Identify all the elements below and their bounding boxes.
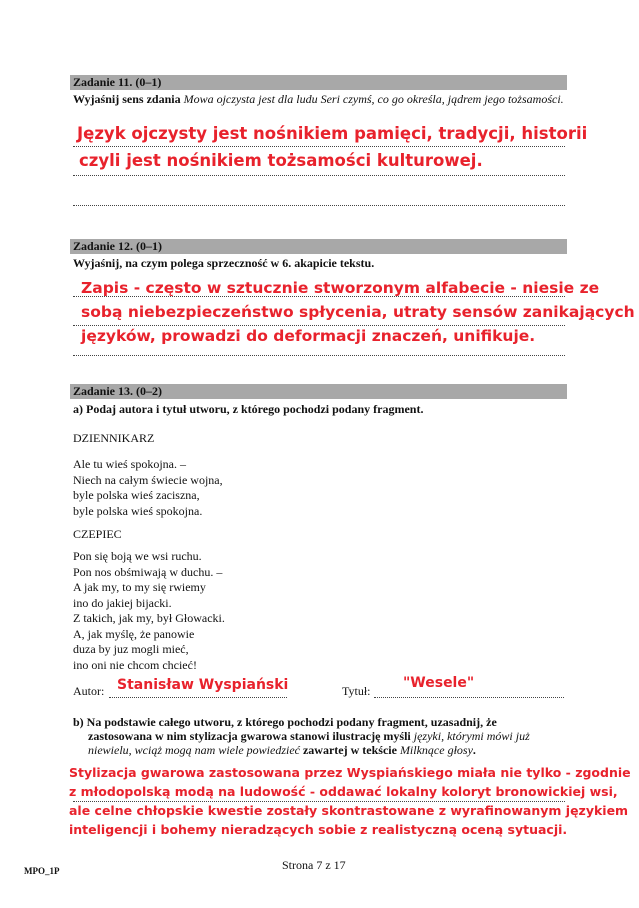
answer-line-dots <box>73 801 565 802</box>
task-12-answer-line-2: sobą niebezpieczeństwo spłycenia, utraty sensów zanikających <box>81 303 635 321</box>
speaker-dziennikarz: DZIENNIKARZ <box>73 431 155 445</box>
answer-line-dots <box>73 205 565 206</box>
poem-line: Pon nos obśmiwają w duchu. – <box>73 564 223 579</box>
poem-stanza-2 <box>73 549 225 673</box>
author-dots <box>109 697 287 698</box>
poem-line: byle polska wieś zaciszna, <box>73 488 200 502</box>
task-13-answer-b-line-3: ale celne chłopskie kwestie zostały skontrastowane z wyrafinowanym językiem <box>69 803 629 818</box>
answer-line-dots <box>73 325 565 326</box>
task-13-question-b-line-2 <box>88 729 566 744</box>
question-b-text: . <box>472 743 476 757</box>
page-number: Strona 7 z 17 <box>282 858 346 872</box>
task-13-question-b-line-1: b) Na podstawie całego utworu, z którego pochodzi podany fragment, uzasadnij, że <box>73 715 497 729</box>
task-12-answer-line-1: Zapis - często w sztucznie stworzonym alfabecie - niesie ze <box>81 279 600 297</box>
task-11-answer-line-2: czyli jest nośnikiem tożsamości kulturowej. <box>79 151 483 170</box>
question-b-text: zawartej w tekście <box>299 743 400 757</box>
question-b-quote: języki, którymi mówi już <box>413 729 530 743</box>
speaker-czepiec: CZEPIEC <box>73 527 122 541</box>
poem-stanza-1 <box>73 457 223 519</box>
task-11-header: Zadanie 11. (0–1) <box>70 75 567 90</box>
task-13-answer-b-line-4: inteligencji i bohemy nieradzących sobie z realistyczną oceną sytuacji. <box>69 822 568 837</box>
task-11-question-lead: Wyjaśnij sens zdania <box>73 92 184 106</box>
question-b-text: zastosowana w nim stylizacja gwarowa stanowi ilustrację myśli <box>88 729 414 743</box>
task-13-header: Zadanie 13. (0–2) <box>70 384 567 399</box>
task-11-question <box>73 92 566 107</box>
task-13-question-b-line-3 <box>88 743 566 758</box>
poem-line: Ale tu wieś spokojna. – <box>73 457 186 471</box>
poem-line: byle polska wieś spokojna. <box>73 503 203 518</box>
answer-line-dots <box>73 175 565 176</box>
answer-line-dots <box>73 296 565 297</box>
question-b-quote: niewielu, wciąż mogą nam wiele powiedzieć <box>88 743 300 757</box>
poem-line: A jak my, to my się rwiemy <box>73 580 206 594</box>
author-label: Autor: <box>73 684 105 698</box>
title-dots <box>374 697 564 698</box>
task-11-answer-line-1: Język ojczysty jest nośnikiem pamięci, tradycji, historii <box>77 124 588 143</box>
title-answer: "Wesele" <box>403 675 475 691</box>
author-answer: Stanisław Wyspiański <box>117 677 289 693</box>
poem-line: Pon się boją we wsi ruchu. <box>73 549 202 563</box>
poem-line: duza by juz mogli mieć, <box>73 642 189 656</box>
answer-line-dots <box>73 355 565 356</box>
task-12-header: Zadanie 12. (0–1) <box>70 239 567 254</box>
question-b-source: Milknące głosy <box>399 743 473 757</box>
answer-line-dots <box>73 146 565 147</box>
poem-line: ino do jakiej bijacki. <box>73 595 172 610</box>
task-13-answer-b-line-1: Stylizacja gwarowa zastosowana przez Wyspiańskiego miała nie tylko - zgodnie <box>69 765 631 780</box>
task-13-question-a: a) Podaj autora i tytuł utworu, z którego pochodzi podany fragment. <box>73 402 424 416</box>
exam-code: MPO_1P <box>24 866 60 876</box>
poem-line: ino oni nie chcom chcieć! <box>73 657 197 672</box>
poem-line: Z takich, jak my, był Głowacki. <box>73 611 225 625</box>
task-11-question-quote: Mowa ojczysta jest dla ludu Seri czymś, co go określa, jądrem jego tożsamości. <box>183 92 564 106</box>
title-label: Tytuł: <box>342 684 371 698</box>
poem-line: Niech na całym świecie wojna, <box>73 472 223 487</box>
task-13-answer-b-line-2: z młodopolską modą na ludowość - oddawać lokalny koloryt bronowickiej wsi, <box>69 784 618 799</box>
task-12-question: Wyjaśnij, na czym polega sprzeczność w 6. akapicie tekstu. <box>73 256 375 270</box>
poem-line: A, jak myślę, że panowie <box>73 626 195 641</box>
task-12-answer-line-3: języków, prowadzi do deformacji znaczeń, unifikuje. <box>81 327 536 345</box>
